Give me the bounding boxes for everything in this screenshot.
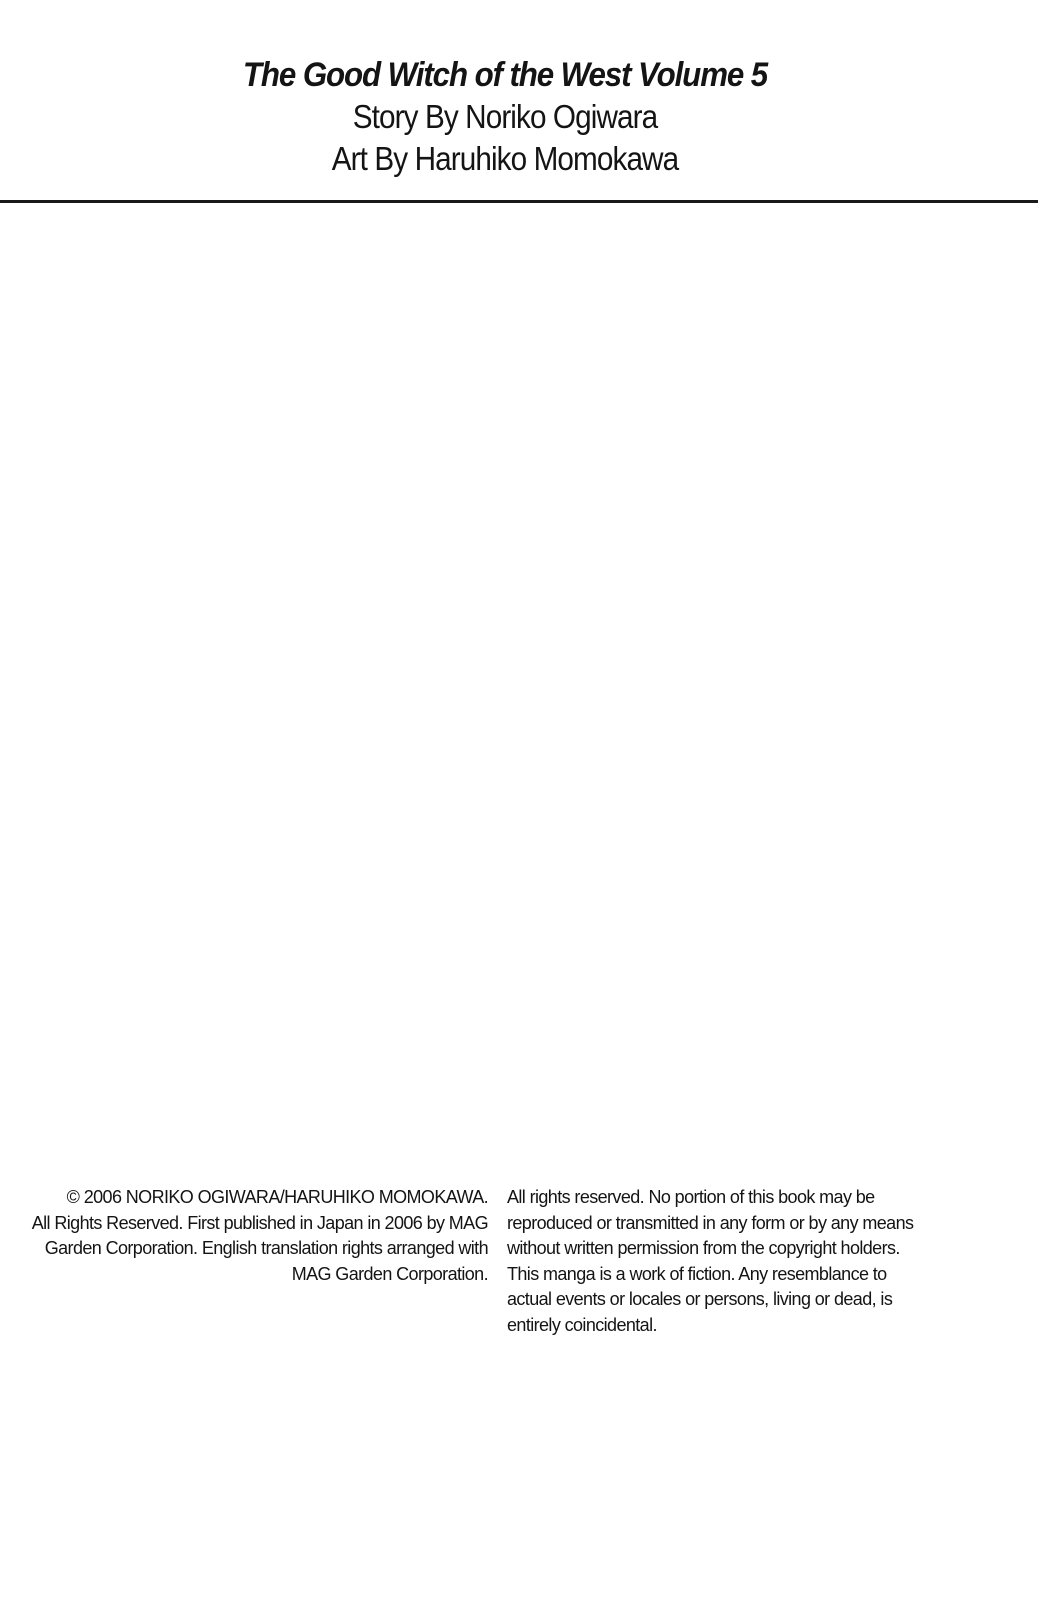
story-credit: Story By Noriko Ogiwara bbox=[352, 98, 658, 135]
disclaimer-line: without written permission from the copyright holders. bbox=[507, 1238, 900, 1258]
horizontal-divider bbox=[0, 200, 1038, 203]
copyright-line: All Rights Reserved. First published in Japan in 2006 by MAG bbox=[31, 1212, 488, 1233]
copyright-line: MAG Garden Corporation. bbox=[291, 1263, 488, 1284]
disclaimer-line: actual events or locales or persons, living or dead, is bbox=[507, 1289, 893, 1309]
disclaimer-line: reproduced or transmitted in any form or by any means bbox=[507, 1212, 914, 1233]
disclaimer-line: This manga is a work of fiction. Any resemblance to bbox=[507, 1263, 887, 1284]
rights-disclaimer bbox=[507, 1185, 977, 1338]
copyright-line: Garden Corporation. English translation rights arranged with bbox=[44, 1238, 488, 1258]
disclaimer-line: All rights reserved. No portion of this book may be bbox=[507, 1187, 875, 1207]
disclaimer-line: entirely coincidental. bbox=[507, 1314, 657, 1335]
title-block bbox=[0, 54, 1010, 180]
book-title: The Good Witch of the West Volume 5 bbox=[242, 56, 768, 94]
copyright-line: © 2006 NORIKO OGIWARA/HARUHIKO MOMOKAWA. bbox=[66, 1187, 488, 1207]
copyright-notice bbox=[0, 1185, 488, 1287]
art-credit: Art By Haruhiko Momokawa bbox=[331, 140, 679, 177]
